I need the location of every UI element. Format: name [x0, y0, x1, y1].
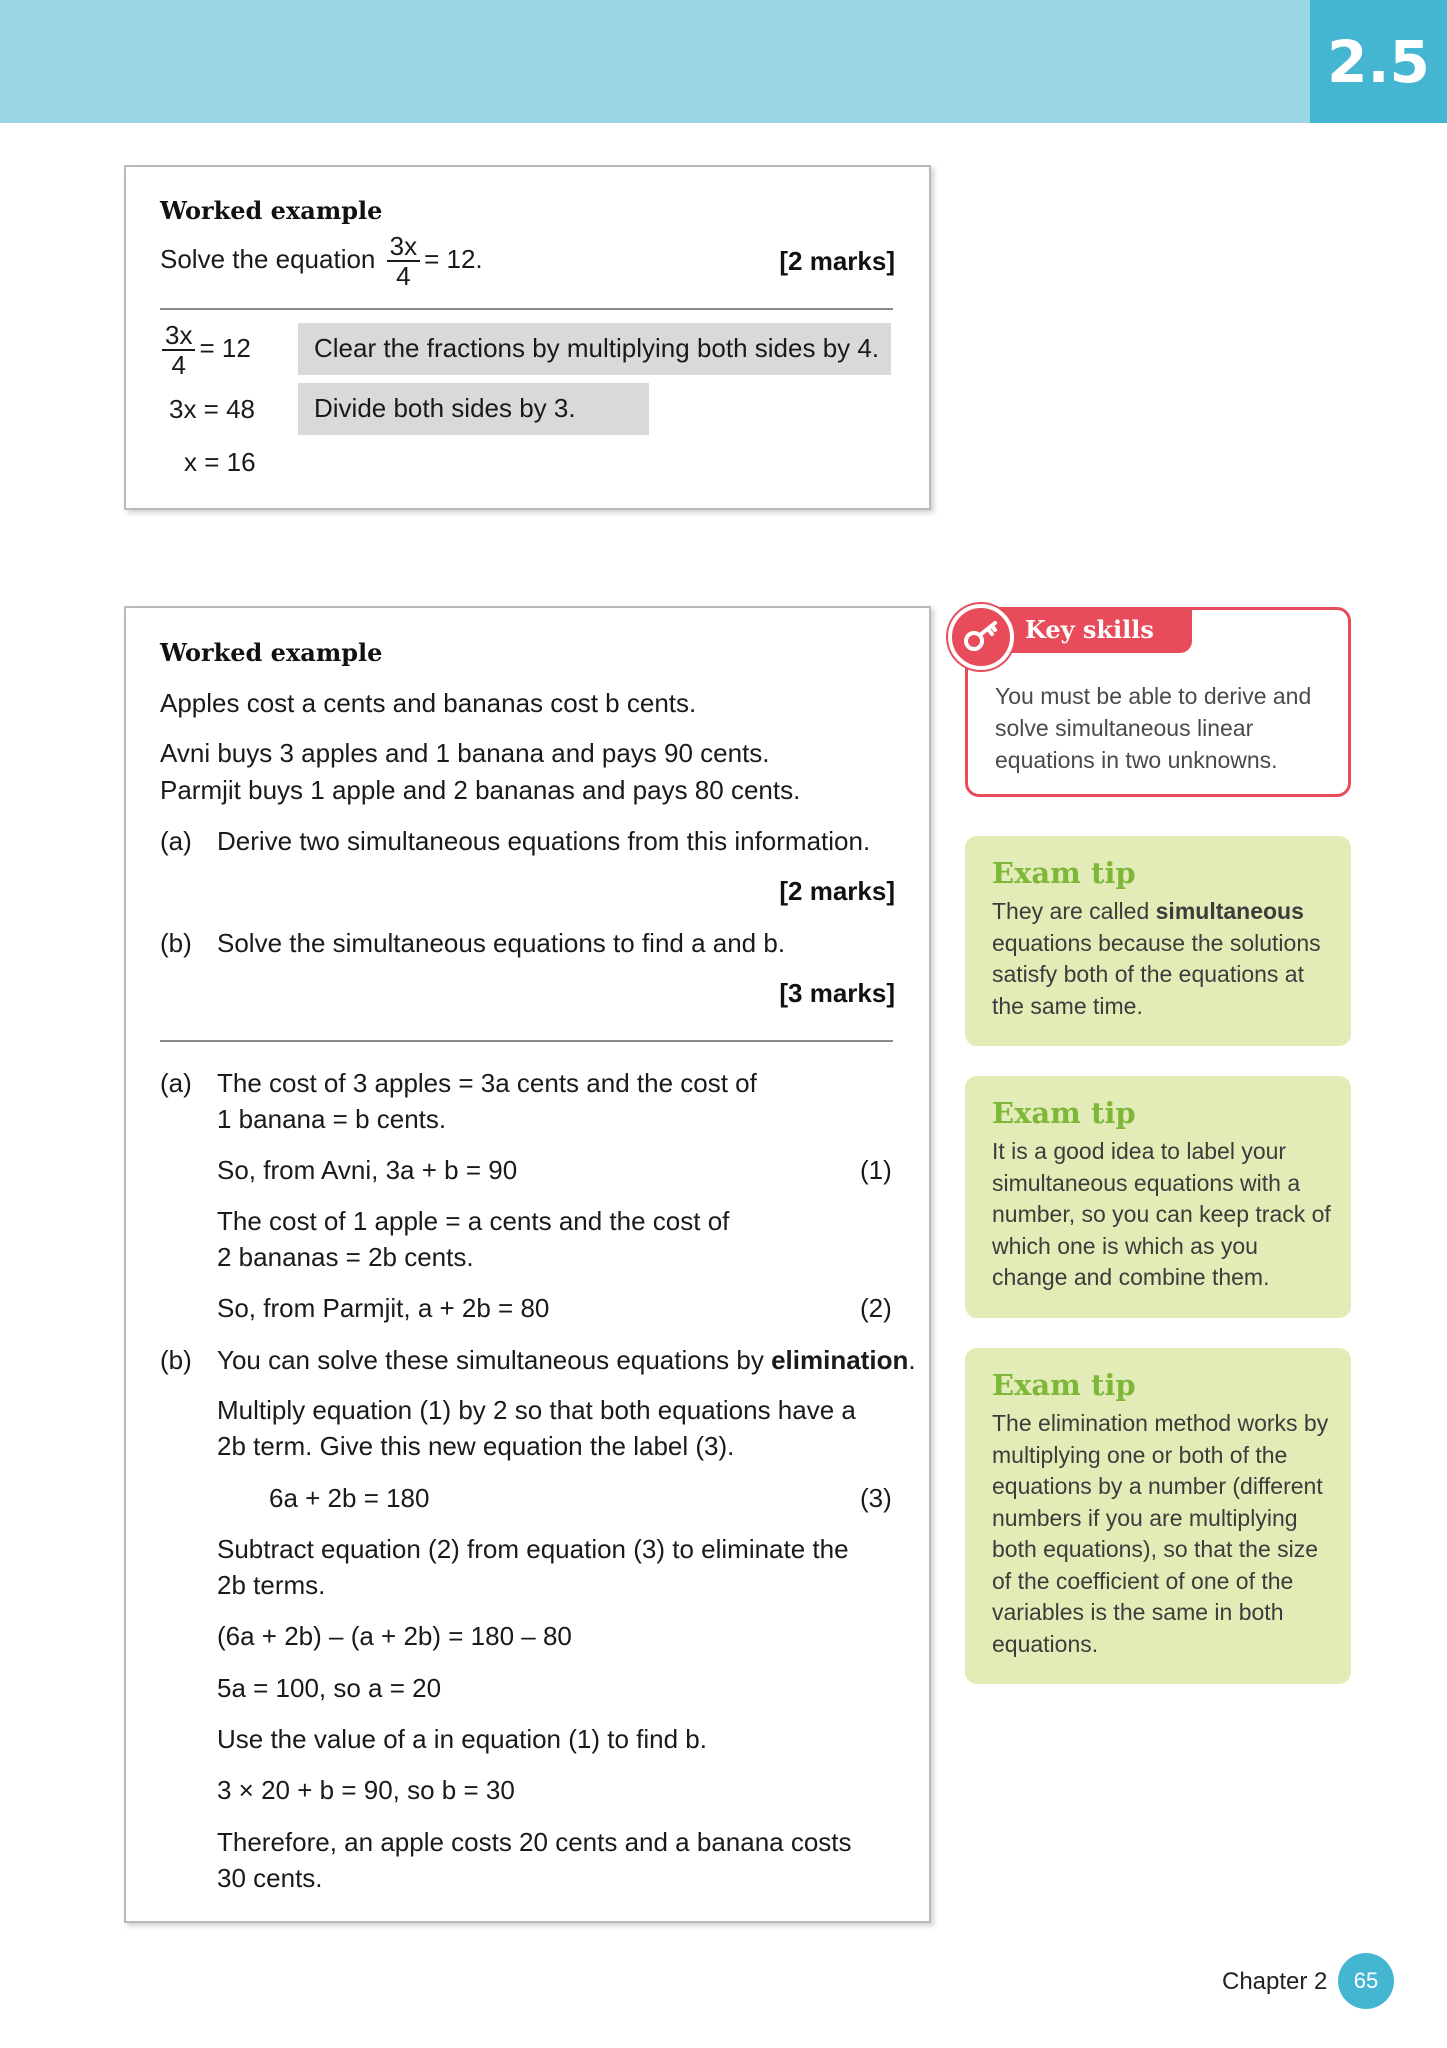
solution-a-label: (a): [160, 1068, 192, 1098]
solution-b-line11: 30 cents.: [217, 1863, 323, 1893]
exam-tip-title: Exam tip: [992, 856, 1136, 890]
part-b-marks: [3 marks]: [779, 978, 895, 1008]
question-fraction: $\frac{3x}{4}$: [387, 232, 420, 290]
example2-parmjit: Parmjit buys 1 apple and 2 bananas and pays 80 cents.: [160, 775, 801, 805]
example1-step3: x = 16: [184, 447, 256, 477]
exam-tip-text: It is a good idea to label your simultaneous equations with a number, so you can keep track of which one is which as you change and combine them.: [992, 1138, 1331, 1290]
key-skills-title: Key skills: [1025, 615, 1154, 644]
part-a-marks: [2 marks]: [779, 876, 895, 906]
solution-a-eq2: So, from Parmjit, a + 2b = 80: [217, 1293, 550, 1323]
example2-intro: Apples cost a cents and bananas cost b cents.: [160, 688, 697, 718]
part-a-label: (a): [160, 826, 192, 856]
exam-tip-title: Exam tip: [992, 1096, 1136, 1130]
part-b-question: Solve the simultaneous equations to find a and b.: [217, 928, 786, 958]
exam-tip-1: [965, 836, 1351, 1046]
solution-a-line1: The cost of 3 apples = 3a cents and the cost of: [217, 1068, 757, 1098]
header-bar: [0, 0, 1310, 123]
solution-b-line1: You can solve these simultaneous equations by elimination.: [217, 1345, 916, 1375]
example1-note2: Divide both sides by 3.: [298, 383, 649, 435]
solution-a-line3: The cost of 1 apple = a cents and the cost of: [217, 1206, 730, 1236]
solution-b-line5: 2b terms.: [217, 1570, 326, 1600]
key-skills-text: You must be able to derive and solve simultaneous linear equations in two unknowns.: [995, 683, 1312, 773]
divider: [160, 308, 893, 310]
solution-b-line3: 2b term. Give this new equation the label (3).: [217, 1431, 735, 1461]
solution-a-eq1: So, from Avni, 3a + b = 90: [217, 1155, 518, 1185]
solution-b-label: (b): [160, 1345, 192, 1375]
exam-tip-2: [965, 1076, 1351, 1318]
part-b-label: (b): [160, 928, 192, 958]
solution-b-line8: Use the value of a in equation (1) to find b.: [217, 1724, 707, 1754]
exam-tip-title: Exam tip: [992, 1368, 1136, 1402]
solution-b-line7: 5a = 100, so a = 20: [217, 1673, 442, 1703]
key-icon: [948, 604, 1014, 670]
worked-example-title-2: Worked example: [160, 638, 383, 667]
footer-chapter: Chapter 2: [1222, 1968, 1328, 1995]
eq1-label: (1): [860, 1155, 892, 1185]
example1-step1: $\frac{3x}{4}$ = 12: [158, 318, 251, 379]
solution-b-line4: Subtract equation (2) from equation (3) to eliminate the: [217, 1534, 849, 1564]
solution-a-line4: 2 bananas = 2b cents.: [217, 1242, 474, 1272]
solution-b-line2: Multiply equation (1) by 2 so that both equations have a: [217, 1395, 856, 1425]
solution-a-line2: 1 banana = b cents.: [217, 1104, 447, 1134]
exam-tip-text: They are called simultaneous equations because the solutions satisfy both of the equations at the same time.: [992, 898, 1321, 1019]
eq2-label: (2): [860, 1293, 892, 1323]
eq3-label: (3): [860, 1483, 892, 1513]
example1-note1: Clear the fractions by multiplying both sides by 4.: [298, 323, 891, 375]
exam-tip-text: The elimination method works by multiplying one or both of the equations by a number (different numbers if you are multiplying both equations), so that the size of the coefficient of one of the variables is the same in both equations.: [992, 1410, 1329, 1657]
example1-question: Solve the equation $\frac{3x}{4}$ = 12.: [160, 231, 483, 292]
solution-b-eq3: 6a + 2b = 180: [269, 1483, 430, 1513]
part-a-question: Derive two simultaneous equations from this information.: [217, 826, 871, 856]
page-number: 65: [1338, 1953, 1394, 2009]
example1-marks: [2 marks]: [779, 246, 895, 276]
example1-step2: 3x = 48: [169, 394, 256, 424]
section-number: 2.5: [1310, 0, 1447, 123]
exam-tip-3: [965, 1348, 1351, 1684]
divider-2: [160, 1040, 893, 1042]
solution-b-line9: 3 × 20 + b = 90, so b = 30: [217, 1775, 515, 1805]
solution-b-line10: Therefore, an apple costs 20 cents and a banana costs: [217, 1827, 852, 1857]
worked-example-title: Worked example: [160, 196, 383, 225]
example2-avni: Avni buys 3 apples and 1 banana and pays 90 cents.: [160, 738, 770, 768]
solution-b-line6: (6a + 2b) – (a + 2b) = 180 – 80: [217, 1621, 572, 1651]
